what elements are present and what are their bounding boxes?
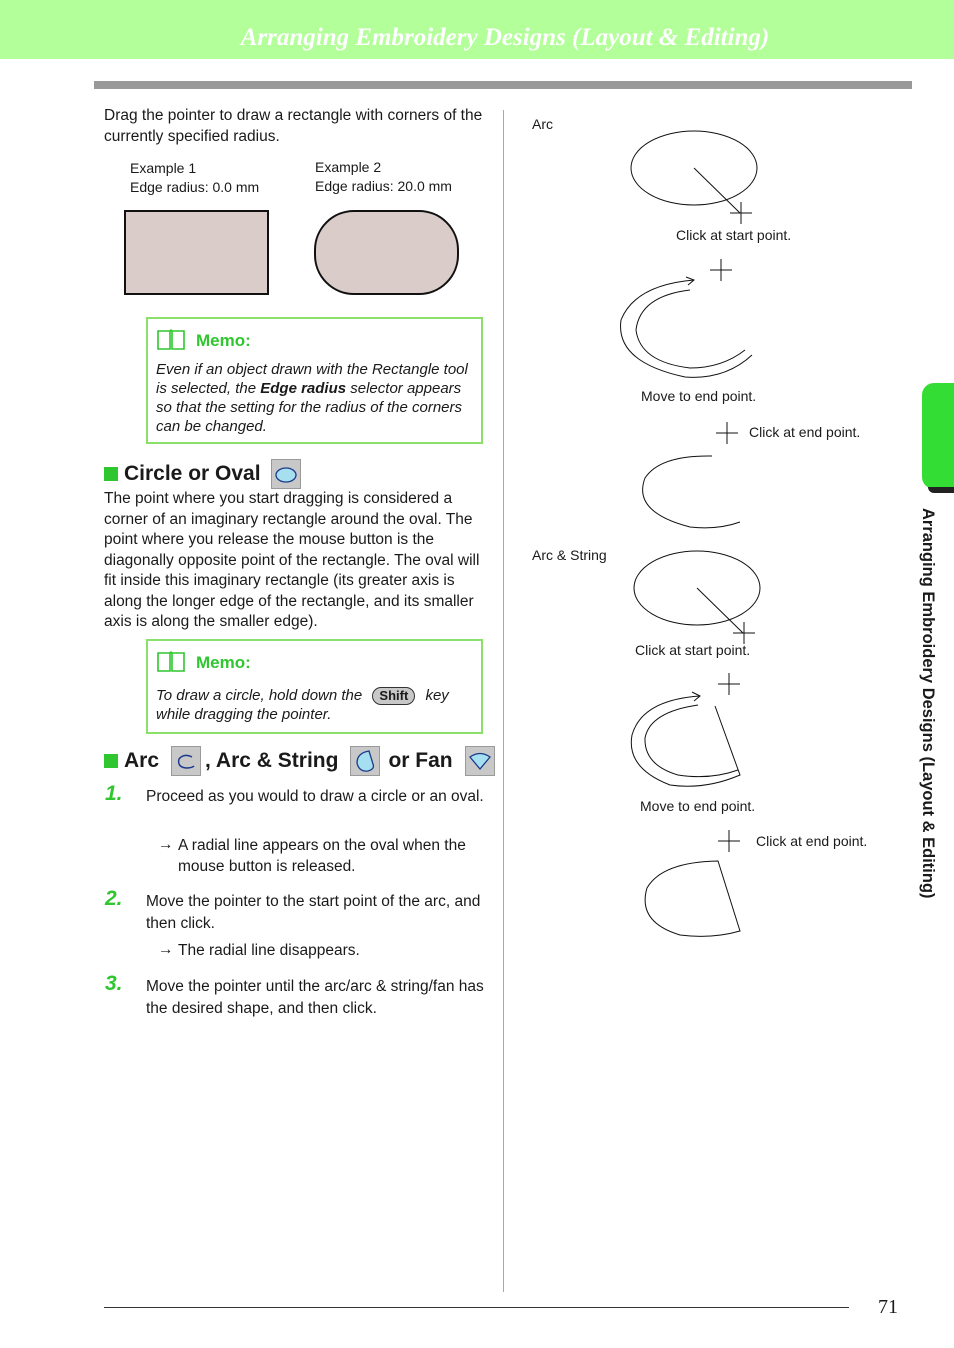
section-bullet-icon: [104, 754, 118, 768]
intro-text: Drag the pointer to draw a rectangle with corners of the currently specified radius.: [104, 107, 483, 145]
arc-diagram-label: Arc: [532, 116, 553, 132]
chapter-side-tab: [922, 383, 954, 489]
circle-oval-heading: [104, 458, 301, 490]
circle-oval-body: The point where you start dragging is considered a corner of an imaginary rectangle around the oval. The point where you release the mouse button is the diagonally opposite point of the rectangle. The oval will fit inside this imaginary rectangle (its greater axis is along the longer edge of the rectangle, and its smaller axis is along the smaller edge).: [104, 490, 480, 630]
memo-box-2: [146, 639, 483, 734]
arc-string-click-start-caption: Click at start point.: [635, 642, 751, 658]
step-3-number: 3.: [105, 972, 123, 995]
example-1-label: [130, 159, 259, 197]
arc-move-end-caption: Move to end point.: [641, 388, 757, 404]
memo-1-bold: Edge radius: [260, 380, 347, 397]
arc-heading-text: Arc: [124, 749, 160, 772]
header-rule: [94, 81, 912, 89]
memo-2-title: Memo:: [196, 653, 251, 672]
circle-oval-heading-text: Circle or Oval: [124, 462, 261, 485]
memo-2-text-a: To draw a circle, hold down the: [156, 687, 363, 704]
step-2-number: 2.: [105, 887, 123, 910]
chapter-side-label: Arranging Embroidery Designs (Layout & Editing): [919, 508, 937, 899]
page-header-title: Arranging Embroidery Designs (Layout & Editing): [240, 24, 770, 51]
memo-2-text-b: key while dragging the pointer.: [156, 687, 449, 723]
step-1-number: 1.: [105, 782, 123, 805]
step-2-arrow: →: [158, 941, 174, 958]
chapter-side-tab-shadow: [928, 487, 954, 493]
shift-key-icon: Shift: [372, 687, 415, 705]
step-1-arrow: →: [158, 836, 174, 853]
book-icon: [156, 328, 186, 352]
arc-click-end-caption: Click at end point.: [749, 424, 861, 440]
oval-tool-icon: [271, 459, 301, 489]
arc-string-move-end-caption: Move to end point.: [640, 798, 756, 814]
arc-string-click-end-caption: Click at end point.: [756, 833, 868, 849]
arc-string-diagram-label: Arc & String: [532, 547, 607, 563]
example-2-title: Example 2: [315, 159, 382, 175]
example-2-caption: Edge radius: 20.0 mm: [315, 178, 452, 194]
arc-string-tool-icon: [350, 746, 380, 776]
step-1-result: A radial line appears on the oval when the mouse button is released.: [178, 837, 466, 875]
memo-1-title: Memo:: [196, 331, 251, 350]
memo-1-text-b: selector appears so that the setting for the radius of the corners can be changed.: [156, 380, 463, 435]
example-1-rectangle: [124, 210, 269, 295]
page-number: 71: [878, 1296, 898, 1318]
step-2-result: The radial line disappears.: [178, 942, 360, 959]
memo-2-text: [156, 686, 476, 724]
memo-1-text: [156, 360, 476, 436]
example-1-caption: Edge radius: 0.0 mm: [130, 179, 260, 195]
fan-tool-icon: [465, 746, 495, 776]
example-2-rounded-rectangle: [314, 210, 459, 295]
arc-click-start-caption: Click at start point.: [676, 227, 792, 243]
example-2-label: [315, 158, 452, 196]
footer-rule: [104, 1307, 849, 1308]
step-1-text: Proceed as you would to draw a circle or an oval.: [146, 788, 484, 805]
example-1-title: Example 1: [130, 160, 197, 176]
book-icon: [156, 650, 186, 674]
arc-tool-icon: [171, 746, 201, 776]
step-3-text: Move the pointer until the arc/arc & string/fan has the desired shape, and then click.: [146, 978, 484, 1017]
section-bullet-icon: [104, 467, 118, 481]
arc-heading: [104, 745, 495, 777]
memo-1-text-a: Even if an object drawn with the Rectangle tool is selected, the: [156, 361, 468, 397]
memo-box-1: [146, 317, 483, 444]
arc-string-heading-text: , Arc & String: [205, 749, 339, 772]
step-2-text: Move the pointer to the start point of the arc, and then click.: [146, 893, 481, 932]
column-divider: [503, 110, 504, 1292]
arc-steps-diagram: [600, 120, 900, 950]
fan-heading-text: or Fan: [388, 749, 453, 772]
